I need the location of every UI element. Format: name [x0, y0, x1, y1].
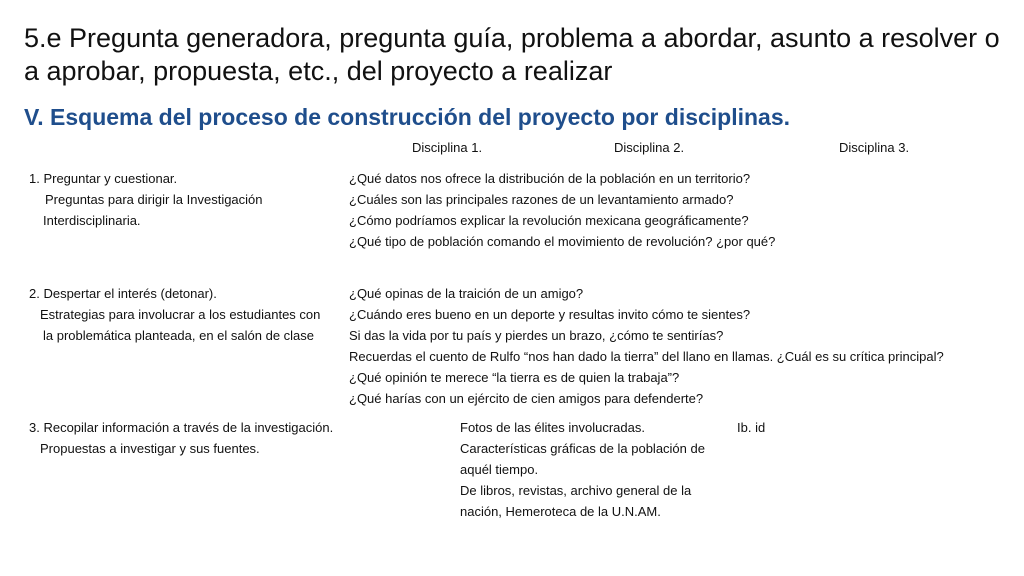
section3-discipline-3-note: Ib. id	[737, 420, 766, 435]
section3-heading: 3. Recopilar información a través de la investigación.	[29, 420, 334, 435]
source-item: Fotos de las élites involucradas.	[460, 420, 645, 435]
header-discipline-1: Disciplina 1.	[412, 140, 483, 155]
slide-subtitle: V. Esquema del proceso de construcción del proyecto por disciplinas.	[24, 104, 791, 130]
question-item: ¿Qué harías con un ejército de cien amigos para defenderte?	[349, 391, 704, 406]
source-item: Características gráficas de la población de	[460, 441, 705, 456]
section2-heading: 2. Despertar el interés (detonar).	[29, 286, 217, 301]
section1-questions	[349, 168, 775, 252]
question-item: ¿Qué tipo de población comando el movimiento de revolución? ¿por qué?	[349, 234, 776, 249]
slide-title: 5.e Pregunta generadora, pregunta guía, problema a abordar, asunto a resolver o a aprobar, propuesta, etc., del proyecto a realizar	[24, 23, 1000, 86]
section3-sources	[460, 417, 705, 522]
header-discipline-2: Disciplina 2.	[614, 140, 685, 155]
question-item: ¿Qué opinas de la traición de un amigo?	[349, 286, 584, 301]
question-item: ¿Qué datos nos ofrece la distribución de la población en un territorio?	[349, 171, 751, 186]
section1-description-line2: Interdisciplinaria.	[43, 213, 141, 228]
section1-heading: 1. Preguntar y cuestionar.	[29, 171, 178, 186]
header-discipline-3: Disciplina 3.	[839, 140, 910, 155]
question-item: Recuerdas el cuento de Rulfo “nos han dado la tierra” del llano en llamas. ¿Cuál es su crítica principal?	[349, 349, 944, 364]
section2-questions	[349, 283, 944, 409]
section1-description-line1: Preguntas para dirigir la Investigación	[45, 192, 263, 207]
section3-description: Propuestas a investigar y sus fuentes.	[40, 441, 260, 456]
question-item: Si das la vida por tu país y pierdes un brazo, ¿cómo te sentirías?	[349, 328, 724, 343]
source-item: De libros, revistas, archivo general de la	[460, 483, 692, 498]
source-item: nación, Hemeroteca de la U.N.AM.	[460, 504, 661, 519]
section2-description-line2: la problemática planteada, en el salón de clase	[43, 328, 315, 343]
question-item: ¿Cómo podríamos explicar la revolución mexicana geográficamente?	[349, 213, 749, 228]
question-item: ¿Qué opinión te merece “la tierra es de quien la trabaja”?	[349, 370, 680, 385]
question-item: ¿Cuándo eres bueno en un deporte y resultas invito cómo te sientes?	[349, 307, 751, 322]
source-item: aquél tiempo.	[460, 462, 539, 477]
section2-description-line1: Estrategias para involucrar a los estudiantes con	[40, 307, 321, 322]
question-item: ¿Cuáles son las principales razones de un levantamiento armado?	[349, 192, 734, 207]
